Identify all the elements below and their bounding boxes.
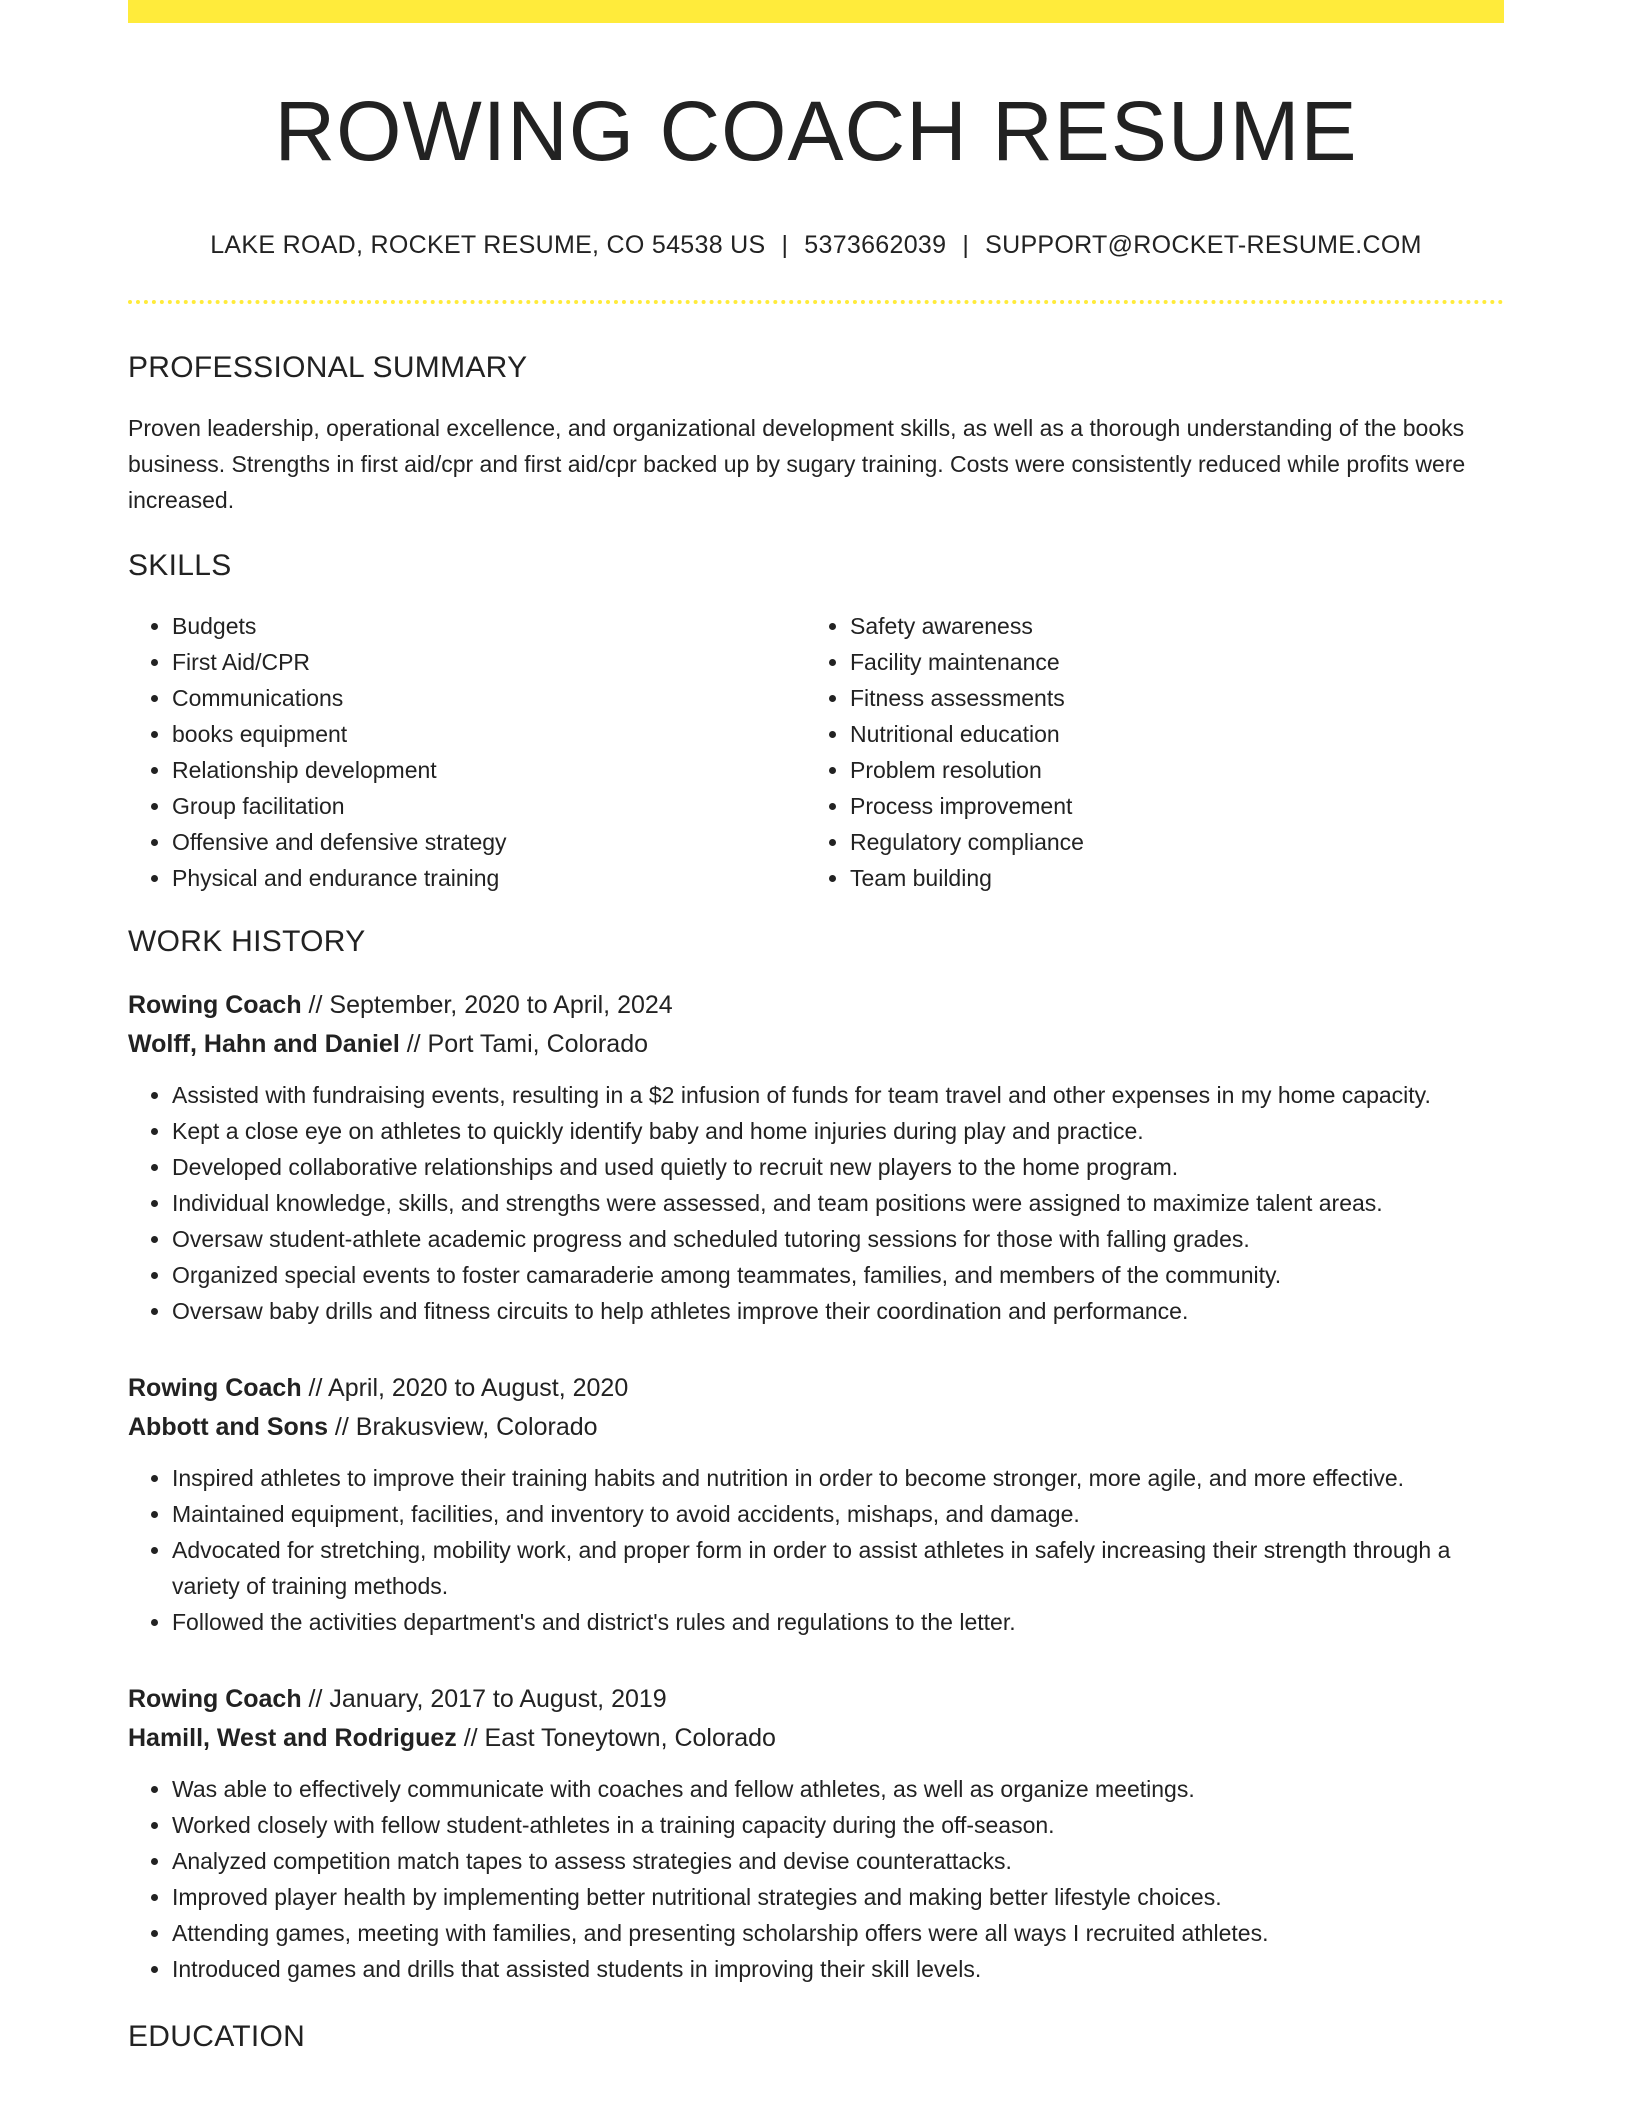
job-location: // Port Tami, Colorado [399, 1029, 649, 1058]
skills-column-right [806, 608, 1484, 896]
skill-item: • Safety awareness [850, 608, 1484, 644]
job-bullet: • Organized special events to foster camaraderie among teammates, families, and members of the community. [172, 1257, 1504, 1293]
skill-item: • First Aid/CPR [172, 644, 806, 680]
job-entry [128, 986, 1504, 1329]
skills-heading: SKILLS [128, 548, 232, 582]
job-bullets [128, 1771, 1504, 1987]
skill-item: • Fitness assessments [850, 680, 1484, 716]
skill-item: • Team building [850, 860, 1484, 896]
job-title: Rowing Coach [128, 1684, 302, 1713]
skill-item: • Process improvement [850, 788, 1484, 824]
skill-item: • Physical and endurance training [172, 860, 806, 896]
job-company-line [128, 1719, 1504, 1758]
job-dates: // September, 2020 to April, 2024 [301, 990, 673, 1019]
job-bullet: • Attending games, meeting with families, and presenting scholarship offers were all ways I recruited athletes. [172, 1915, 1504, 1951]
job-entry [128, 1369, 1504, 1640]
job-company-line [128, 1408, 1504, 1447]
resume-page [128, 0, 1504, 2055]
job-dates: // April, 2020 to August, 2020 [301, 1373, 629, 1402]
job-bullets [128, 1077, 1504, 1329]
job-bullet: • Introduced games and drills that assisted students in improving their skill levels. [172, 1951, 1504, 1987]
job-bullet: • Developed collaborative relationships and used quietly to recruit new players to the home program. [172, 1149, 1504, 1185]
job-dates: // January, 2017 to August, 2019 [301, 1684, 667, 1713]
job-bullet: • Maintained equipment, facilities, and inventory to avoid accidents, mishaps, and damage. [172, 1496, 1504, 1532]
job-bullet: • Improved player health by implementing better nutritional strategies and making better lifestyle choices. [172, 1879, 1504, 1915]
skill-item: • Group facilitation [172, 788, 806, 824]
skill-item: • Offensive and defensive strategy [172, 824, 806, 860]
contact-address: LAKE ROAD, ROCKET RESUME, CO 54538 US [210, 230, 766, 259]
job-bullet: • Oversaw baby drills and fitness circuits to help athletes improve their coordination and performance. [172, 1293, 1504, 1329]
job-company: Abbott and Sons [128, 1412, 328, 1441]
resume-title: ROWING COACH RESUME [274, 84, 1358, 178]
skill-item: • Relationship development [172, 752, 806, 788]
skills-grid [128, 608, 1504, 896]
job-bullet: • Analyzed competition match tapes to assess strategies and devise counterattacks. [172, 1843, 1504, 1879]
contact-line [128, 230, 1504, 260]
job-title-line [128, 1680, 1504, 1719]
job-location: // East Toneytown, Colorado [456, 1723, 776, 1752]
job-bullet: • Kept a close eye on athletes to quickly identify baby and home injuries during play and practice. [172, 1113, 1504, 1149]
job-company: Wolff, Hahn and Daniel [128, 1029, 400, 1058]
job-title-line [128, 986, 1504, 1025]
skill-item: • books equipment [172, 716, 806, 752]
job-company-line [128, 1025, 1504, 1064]
summary-heading: PROFESSIONAL SUMMARY [128, 350, 528, 384]
job-entry [128, 1680, 1504, 1987]
accent-top-bar [128, 0, 1504, 23]
job-bullet: • Oversaw student-athlete academic progress and scheduled tutoring sessions for those with falling grades. [172, 1221, 1504, 1257]
work-history-heading: WORK HISTORY [128, 924, 366, 958]
job-bullet: • Inspired athletes to improve their training habits and nutrition in order to become stronger, more agile, and more effective. [172, 1460, 1504, 1496]
job-bullet: • Assisted with fundraising events, resulting in a $2 infusion of funds for team travel and other expenses in my home capacity. [172, 1077, 1504, 1113]
job-bullet: • Advocated for stretching, mobility work, and proper form in order to assist athletes in safely increasing their strength through a variety of training methods. [172, 1532, 1504, 1604]
job-bullet: • Was able to effectively communicate with coaches and fellow athletes, as well as organize meetings. [172, 1771, 1504, 1807]
contact-email: SUPPORT@ROCKET-RESUME.COM [985, 230, 1422, 259]
contact-phone: 5373662039 [804, 230, 947, 259]
skill-item: • Budgets [172, 608, 806, 644]
skill-item: • Communications [172, 680, 806, 716]
job-bullet: • Individual knowledge, skills, and strengths were assessed, and team positions were assigned to maximize talent areas. [172, 1185, 1504, 1221]
skill-item: • Facility maintenance [850, 644, 1484, 680]
skill-item: • Regulatory compliance [850, 824, 1484, 860]
contact-separator: | [781, 230, 789, 259]
job-title: Rowing Coach [128, 990, 302, 1019]
job-bullets [128, 1460, 1504, 1640]
contact-separator: | [962, 230, 970, 259]
job-bullet: • Followed the activities department's and district's rules and regulations to the letter. [172, 1604, 1504, 1640]
skill-item: • Problem resolution [850, 752, 1484, 788]
header-divider [128, 300, 1504, 304]
skills-column-left [128, 608, 806, 896]
job-location: // Brakusview, Colorado [327, 1412, 598, 1441]
job-bullet: • Worked closely with fellow student-athletes in a training capacity during the off-season. [172, 1807, 1504, 1843]
summary-text: Proven leadership, operational excellence, and organizational development skills, as well as a thorough understanding of the books business. Strengths in first aid/cpr and first aid/cpr backed up by sugary training. Costs were consistently reduced while profits were increased. [128, 414, 1466, 513]
job-company: Hamill, West and Rodriguez [128, 1723, 457, 1752]
skill-item: • Nutritional education [850, 716, 1484, 752]
job-title: Rowing Coach [128, 1373, 302, 1402]
job-title-line [128, 1369, 1504, 1408]
education-heading: EDUCATION [128, 2019, 306, 2053]
